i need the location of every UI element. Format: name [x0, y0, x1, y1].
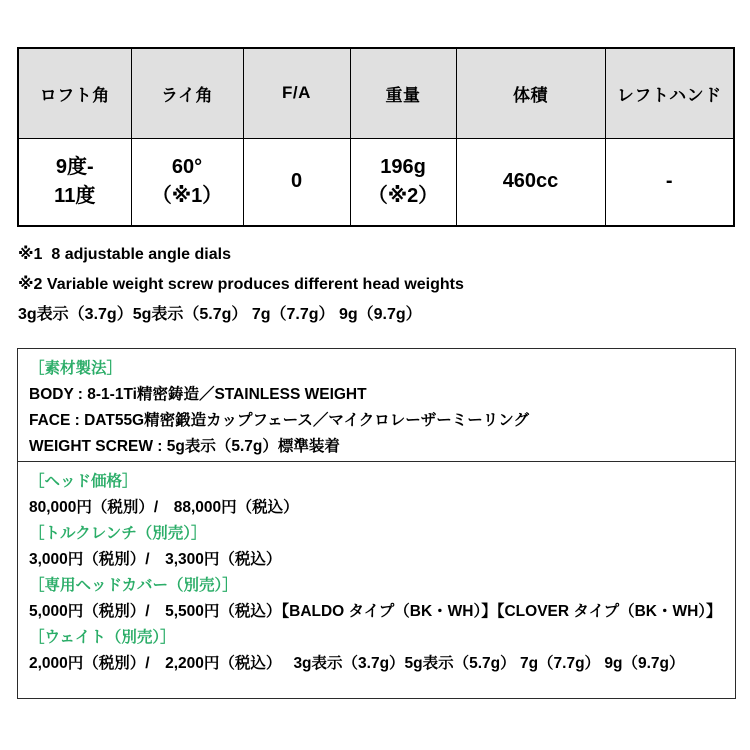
header-lie-angle: ライ角 [131, 48, 243, 138]
materials-face-line: FACE : DAT55G精密鍛造カップフェース／マイクロレーザーミーリング [29, 412, 529, 429]
volume-line1: 460cc [502, 170, 559, 193]
fa-line1: 0 [290, 170, 303, 193]
spec-table-header-row [18, 48, 734, 138]
cell-weight [350, 138, 456, 226]
cell-loft-angle [18, 138, 131, 226]
loft-angle-line1: 9度- [55, 155, 94, 178]
lie-angle-line1: 60° [171, 155, 203, 178]
left-hand-line1: - [665, 170, 673, 193]
spec-table [17, 47, 735, 227]
weight-line1: 196g [380, 155, 426, 178]
weight-option-title: ［ウェイト（別売）］ [29, 629, 176, 646]
price-box [17, 461, 736, 699]
loft-angle-line2: 11度 [54, 184, 96, 207]
cell-volume [456, 138, 605, 226]
footnote-weight-options: 3g表示（3.7g）5g表示（5.7g） 7g（7.7g） 9g（9.7g） [18, 306, 422, 323]
materials-box-title: ［素材製法］ [29, 360, 123, 377]
header-weight: 重量 [350, 48, 456, 138]
cell-fa [243, 138, 350, 226]
footnote-2: ※2 Variable weight screw produces different head weights [18, 276, 464, 293]
materials-box [17, 348, 736, 462]
materials-body-line: BODY : 8-1-1Ti精密鋳造／STAINLESS WEIGHT [29, 386, 367, 403]
header-volume: 体積 [456, 48, 605, 138]
materials-weight-screw-line: WEIGHT SCREW : 5g表示（5.7g）標準装着 [29, 438, 340, 455]
header-loft-angle: ロフト角 [18, 48, 131, 138]
cell-lie-angle [131, 138, 243, 226]
weight-line2: （※2） [367, 184, 439, 207]
header-fa: F/A [243, 48, 350, 138]
head-cover-title: ［専用ヘッドカバー（別売）］ [29, 577, 238, 594]
header-left-hand: レフトハンド [605, 48, 734, 138]
weight-option-value: 2,000円（税別）/ 2,200円（税込） 3g表示（3.7g）5g表示（5.7g） 7g（7.7g） 9g（9.7g） [29, 655, 685, 672]
torque-wrench-title: ［トルクレンチ（別売）］ [29, 525, 207, 542]
footnotes [18, 240, 464, 330]
head-cover-value: 5,000円（税別）/ 5,500円（税込）【BALDO タイプ（BK・WH）】【CLOVER タイプ（BK・WH）】 [29, 603, 722, 620]
footnote-1: ※1 8 adjustable angle dials [18, 246, 231, 263]
cell-left-hand [605, 138, 734, 226]
torque-wrench-value: 3,000円（税別）/ 3,300円（税込） [29, 551, 282, 568]
head-price-value: 80,000円（税別）/ 88,000円（税込） [29, 499, 299, 516]
spec-table-value-row [18, 138, 734, 226]
lie-angle-line2: （※1） [151, 184, 223, 207]
head-price-title: ［ヘッド価格］ [29, 473, 138, 490]
